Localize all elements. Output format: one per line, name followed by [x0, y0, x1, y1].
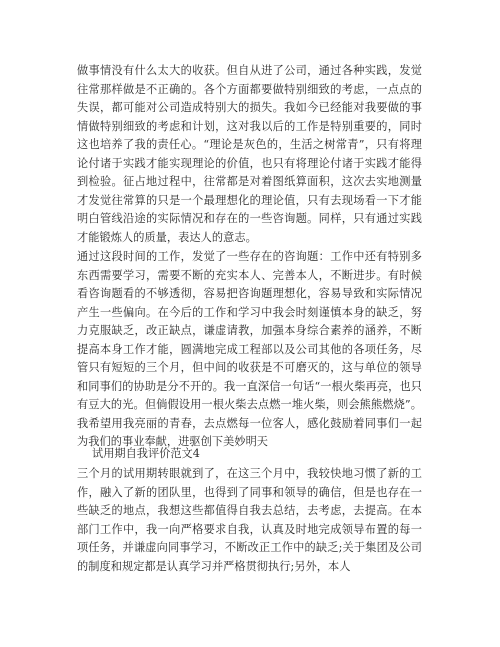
paragraph-3: 三个月的试用期转眼就到了，在这三个月中，我较快地习惯了新的工作，融入了新的团队里，也得到了同事和领导的确信，但是也存在一些缺乏的地点，我想这些都值得自我去总结，去考虑，去提高。在本部门工作中，我一向严格要求自我，认真及时地完成领导布置的每一项任务，并谦虚向同事学习，不断改正工作中的缺乏;关于集团及公司的制度和规定都是认真学习并严格贯彻执行;另外，本人	[77, 467, 422, 573]
section-heading: 试用期自我评价范文4	[92, 447, 200, 460]
paragraph-1: 做事情没有什么太大的收获。但自从进了公司，通过各种实践，发觉往常那样做是不正确的。各个方面都要做特别细致的考虑，一点点的失误，都可能对公司造成特别大的损失。我如今已经能对我要做的事情做特别细致的考虑和计划，这对我以后的工作是特别重要的，同时这也培养了我的责任心。“理论是灰色的，生活之树常青”，只有将理论付诸于实践才能实现理论的价值，也只有将理论付诸于实践才能得到检验。征占地过程中，往常都是对着图纸算面积，这次去实地测量才发觉往常算的只是一个最理想化的理论值，只有去现场看一下才能明白管线沿途的实际情况和存在的一些咨询题。同样，只有通过实践才能锻炼人的质量，表达人的意志。	[77, 64, 422, 244]
paragraph-2: 通过这段时间的工作，发觉了一些存在的咨询题：工作中还有特别多东西需要学习，需要不断的充实本人、完善本人，不断进步。有时候看咨询题看的不够透彻，容易把咨询题理想化，容易导致和实际情况产生一些偏向。在今后的工作和学习中我会时刻谨慎本身的缺乏，努力克服缺乏，改正缺点，谦虚请教，加强本身综合素养的涵养，不断提高本身工作才能，圆满地完成工程部以及公司其他的各项任务，尽管只有短短的三个月，但中间的收获是不可磨灭的，这与单位的领导和同事们的协助是分不开的。我一直深信一句话“一根火柴再亮，也只有豆大的光。但倘假设用一根火柴去点燃一堆火柴，则会熊熊燃烧”。我希望用我亮丽的青春，去点燃每一位客人，感化鼓励着同事们一起为我们的事业奉献，进驱创下美妙明天	[77, 250, 422, 448]
